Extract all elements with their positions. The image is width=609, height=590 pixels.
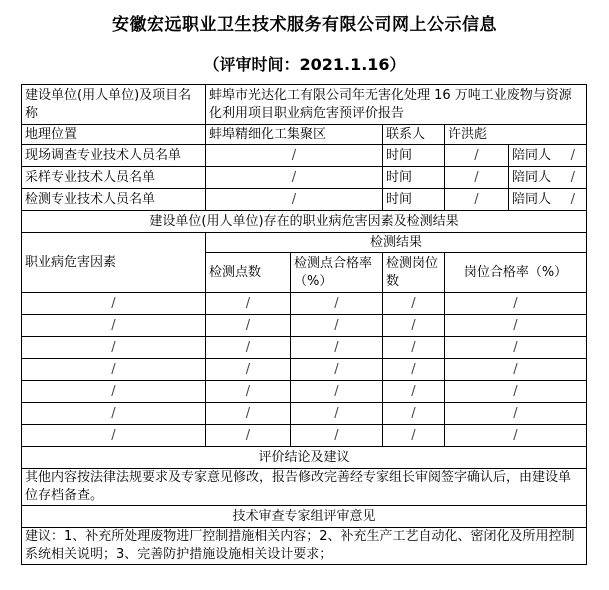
unit-label: 建设单位(用人单位)及项目名称 [22,85,206,125]
accompany-value: / [570,147,575,163]
hazard-cell: / [445,403,587,425]
staff-row [22,189,587,211]
column-header: 检测点数 [206,253,291,293]
accompany-cell [509,189,587,211]
accompany-label: 陪同人 [512,147,552,163]
hazard-cell: / [291,359,383,381]
hazard-cell: / [206,425,291,447]
hazard-row [22,315,587,337]
staff-value: / [206,167,383,189]
hazard-cell: / [383,403,445,425]
time-label: 时间 [383,189,445,211]
hazard-cell: / [383,381,445,403]
hazard-cell: / [206,359,291,381]
hazard-cell: / [206,403,291,425]
hazard-cell: / [291,403,383,425]
hazard-cell: / [383,425,445,447]
hazards-header-row [22,233,587,253]
hazard-cell: / [291,425,383,447]
hazard-cell: / [22,337,206,359]
hazard-cell: / [22,359,206,381]
staff-value: / [206,189,383,211]
hazard-row [22,403,587,425]
accompany-cell [509,145,587,167]
accompany-label: 陪同人 [512,169,552,185]
hazard-cell: / [383,315,445,337]
hazard-cell: / [22,315,206,337]
project-row [22,85,587,125]
accompany-value: / [570,169,575,185]
staff-value: / [206,145,383,167]
hazard-cell: / [291,315,383,337]
hazard-row [22,425,587,447]
contact-label: 联系人 [383,125,445,145]
hazard-cell: / [22,425,206,447]
hazard-cell: / [383,359,445,381]
review-time: （评审时间：2021.1.16） [203,55,406,74]
accompany-cell [509,167,587,189]
conclusion-text-row [22,469,587,506]
hazard-cell: / [445,293,587,315]
accompany-label: 陪同人 [512,191,552,207]
hazards-section-title: 建设单位(用人单位)存在的职业病危害因素及检测结果 [22,211,587,233]
location-row [22,125,587,145]
staff-label: 采样专业技术人员名单 [22,167,206,189]
hazard-cell: / [445,425,587,447]
hazard-cell: / [445,315,587,337]
time-label: 时间 [383,167,445,189]
hazard-cell: / [22,293,206,315]
hazard-cell: / [206,337,291,359]
conclusion-title-row [22,447,587,469]
disclosure-table [21,84,587,565]
time-label: 时间 [383,145,445,167]
hazard-row [22,337,587,359]
column-header: 检测点合格率（%） [291,253,383,293]
staff-row [22,167,587,189]
expert-title: 技术审查专家组评审意见 [22,506,587,528]
expert-text: 建议：1、补充所处理废物进厂控制措施相关内容；2、补充生产工艺自动化、密闭化及所用控制系统相关说明；3、完善防护措施设施相关设计要求； [22,528,587,565]
hazards-section-row [22,211,587,233]
hazard-cell: / [445,381,587,403]
hazard-cell: / [291,381,383,403]
staff-label: 现场调查专业技术人员名单 [22,145,206,167]
expert-title-row [22,506,587,528]
location-value: 蚌埠精细化工集聚区 [206,125,383,145]
column-header: 岗位合格率（%） [445,253,587,293]
hazard-cell: / [445,359,587,381]
hazard-row [22,381,587,403]
hazard-cell: / [383,337,445,359]
expert-text-row [22,528,587,565]
page-title: 安徽宏远职业卫生技术服务有限公司网上公示信息 [112,15,497,35]
hazard-cell: / [291,293,383,315]
hazard-cell: / [383,293,445,315]
hazard-cell: / [206,293,291,315]
location-label: 地理位置 [22,125,206,145]
time-value: / [445,189,509,211]
time-value: / [445,167,509,189]
results-header: 检测结果 [206,233,587,253]
unit-value: 蚌埠市光达化工有限公司年无害化处理 16 万吨工业废物与资源化利用项目职业病危害预评价报告 [206,85,587,125]
contact-value: 许洪彪 [445,125,587,145]
staff-row [22,145,587,167]
hazard-row [22,359,587,381]
hazard-cell: / [206,381,291,403]
hazard-cell: / [206,315,291,337]
hazard-cell: / [22,381,206,403]
hazard-cell: / [445,337,587,359]
hazard-cell: / [22,403,206,425]
conclusion-text: 其他内容按法律法规要求及专家意见修改，报告修改完善经专家组长审阅签字确认后，由建设单位存档备查。 [22,469,587,506]
conclusion-title: 评价结论及建议 [22,447,587,469]
staff-label: 检测专业技术人员名单 [22,189,206,211]
factor-header: 职业病危害因素 [22,233,206,293]
accompany-value: / [570,191,575,207]
time-value: / [445,145,509,167]
hazard-row [22,293,587,315]
hazard-cell: / [291,337,383,359]
column-header: 检测岗位数 [383,253,445,293]
